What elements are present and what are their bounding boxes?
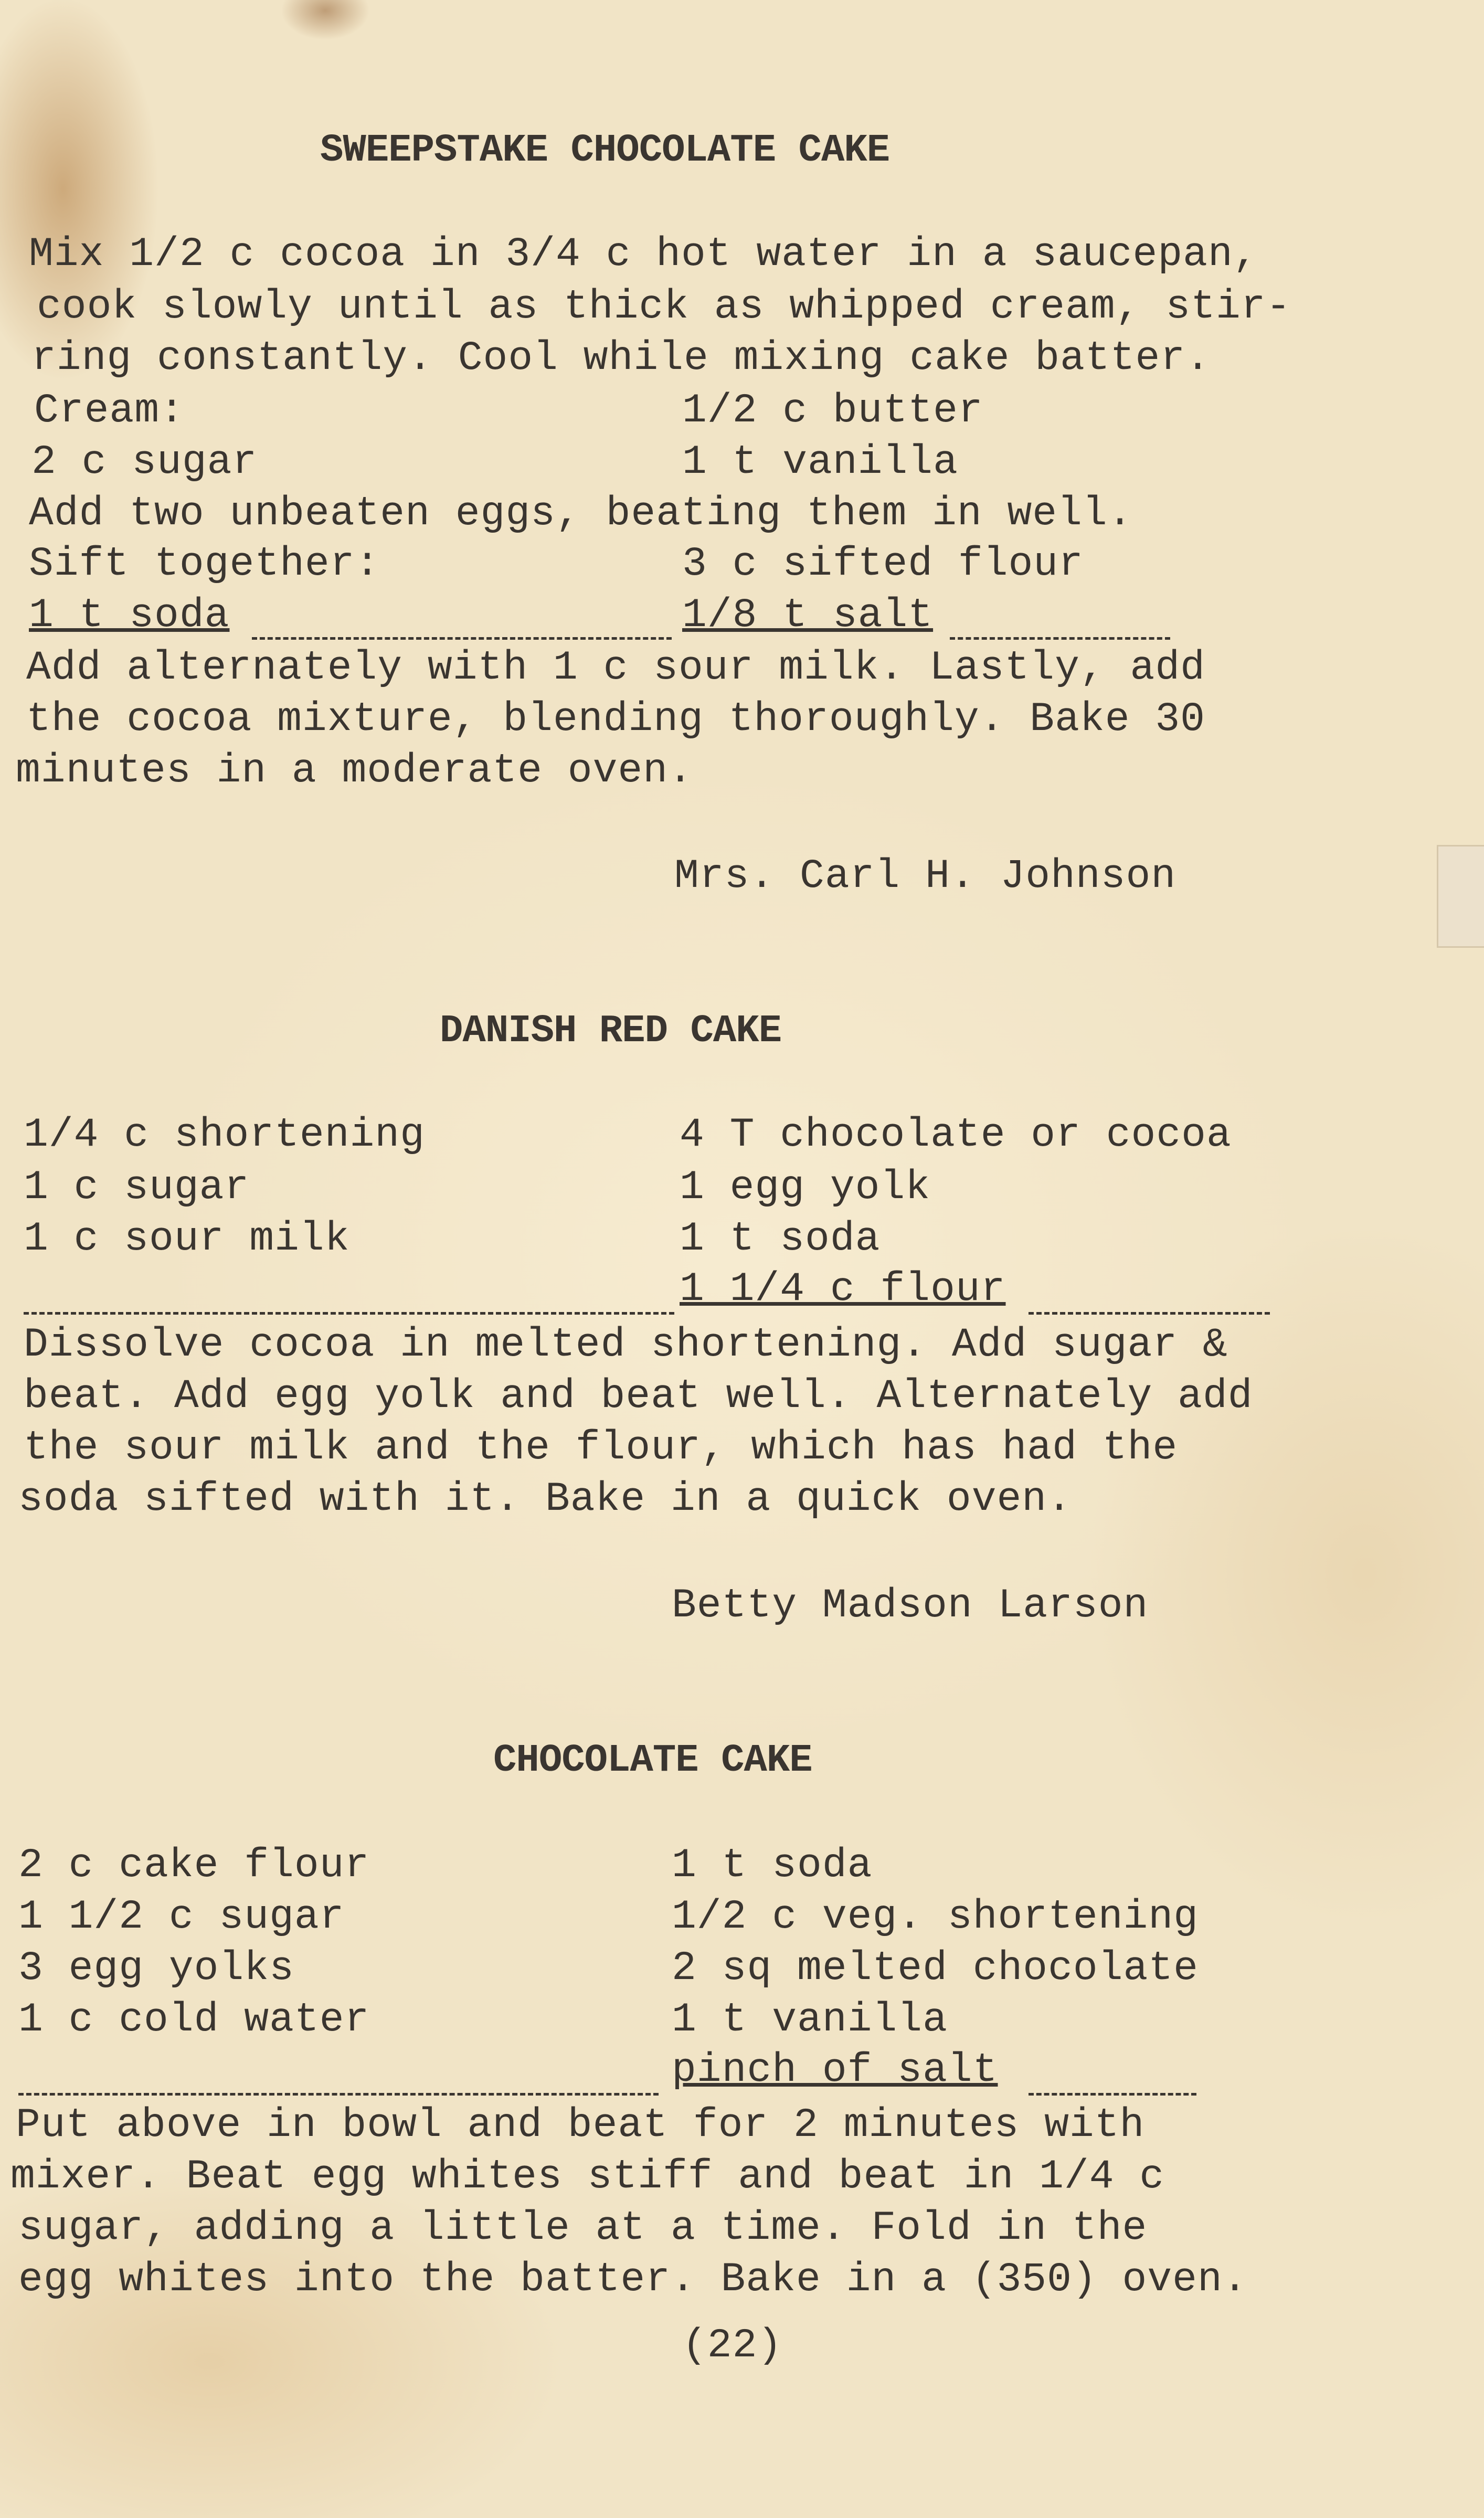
recipe-text-line: Add alternately with 1 c sour milk. Lastly, add bbox=[26, 645, 1205, 691]
ingredient-right: pinch of salt bbox=[672, 2047, 998, 2093]
ingredient-right: 1 t soda bbox=[672, 1843, 873, 1889]
ingredient-separator bbox=[950, 637, 1170, 640]
recipe-title: DANISH RED CAKE bbox=[440, 1009, 782, 1053]
ingredient-left: 2 c cake flour bbox=[18, 1843, 370, 1889]
recipe-text-line: Dissolve cocoa in melted shortening. Add sugar & bbox=[24, 1322, 1228, 1368]
recipe-text-line: egg whites into the batter. Bake in a (350) oven. bbox=[18, 2257, 1248, 2303]
ingredient-left: 1 c sugar bbox=[24, 1165, 250, 1211]
ingredient-left: 1/4 c shortening bbox=[24, 1112, 425, 1158]
page-tab bbox=[1437, 845, 1484, 948]
recipe-text-line: the cocoa mixture, blending thoroughly. Bake 30 bbox=[26, 696, 1205, 743]
ingredient-right: 1 t vanilla bbox=[682, 439, 958, 485]
recipe-author: Betty Madson Larson bbox=[672, 1583, 1149, 1629]
recipe-text-line: minutes in a moderate oven. bbox=[16, 748, 693, 794]
ingredient-separator bbox=[18, 2093, 659, 2096]
recipe-text-line: ring constantly. Cool while mixing cake batter. bbox=[31, 335, 1211, 382]
ingredient-right: 1/8 t salt bbox=[682, 593, 934, 639]
recipe-text-line: the sour milk and the flour, which has had the bbox=[24, 1425, 1178, 1471]
ingredient-left: 3 egg yolks bbox=[18, 1945, 294, 1992]
ingredient-left: 1 c sour milk bbox=[24, 1216, 350, 1262]
recipe-text-line: Put above in bowl and beat for 2 minutes with bbox=[16, 2102, 1145, 2149]
ingredient-left: 1 t soda bbox=[29, 593, 230, 639]
ingredient-left: 2 c sugar bbox=[31, 439, 258, 485]
ingredient-right: 2 sq melted chocolate bbox=[672, 1945, 1199, 1992]
recipe-text-line: Mix 1/2 c cocoa in 3/4 c hot water in a saucepan, bbox=[29, 231, 1258, 278]
ingredient-left: Cream: bbox=[34, 388, 185, 434]
recipe-text-line: sugar, adding a little at a time. Fold in the bbox=[18, 2205, 1148, 2251]
ingredient-separator bbox=[252, 637, 672, 640]
ingredient-right: 3 c sifted flour bbox=[682, 541, 1084, 587]
recipe-text-line: Add two unbeaten eggs, beating them in well. bbox=[29, 491, 1133, 537]
ingredient-right: 1 t vanilla bbox=[672, 1997, 948, 2043]
page-number: (22) bbox=[682, 2323, 783, 2369]
ingredient-separator bbox=[1029, 2093, 1196, 2096]
ingredient-left: Sift together: bbox=[29, 541, 380, 587]
ingredient-left: 1 c cold water bbox=[18, 1997, 370, 2043]
ingredient-right: 1/2 c butter bbox=[682, 388, 983, 434]
ingredient-right: 1/2 c veg. shortening bbox=[672, 1894, 1199, 1940]
ingredient-right: 4 T chocolate or cocoa bbox=[680, 1112, 1232, 1158]
recipe-text-line: soda sifted with it. Bake in a quick oven. bbox=[18, 1476, 1072, 1522]
ingredient-right: 1 1/4 c flour bbox=[680, 1266, 1006, 1313]
recipe-text-line: mixer. Beat egg whites stiff and beat in 1/4 c bbox=[10, 2154, 1165, 2200]
ingredient-right: 1 egg yolk bbox=[680, 1165, 931, 1211]
ingredient-left: 1 1/2 c sugar bbox=[18, 1894, 345, 1940]
ingredient-right: 1 t soda bbox=[680, 1216, 881, 1262]
recipe-title: SWEEPSTAKE CHOCOLATE CAKE bbox=[320, 129, 890, 173]
recipe-text-line: cook slowly until as thick as whipped cream, stir- bbox=[37, 284, 1291, 330]
recipe-title: CHOCOLATE CAKE bbox=[493, 1739, 812, 1783]
recipe-author: Mrs. Carl H. Johnson bbox=[674, 853, 1176, 900]
ingredient-separator bbox=[24, 1312, 674, 1315]
ingredient-separator bbox=[1029, 1312, 1270, 1315]
recipe-text-line: beat. Add egg yolk and beat well. Alternately add bbox=[24, 1373, 1253, 1420]
